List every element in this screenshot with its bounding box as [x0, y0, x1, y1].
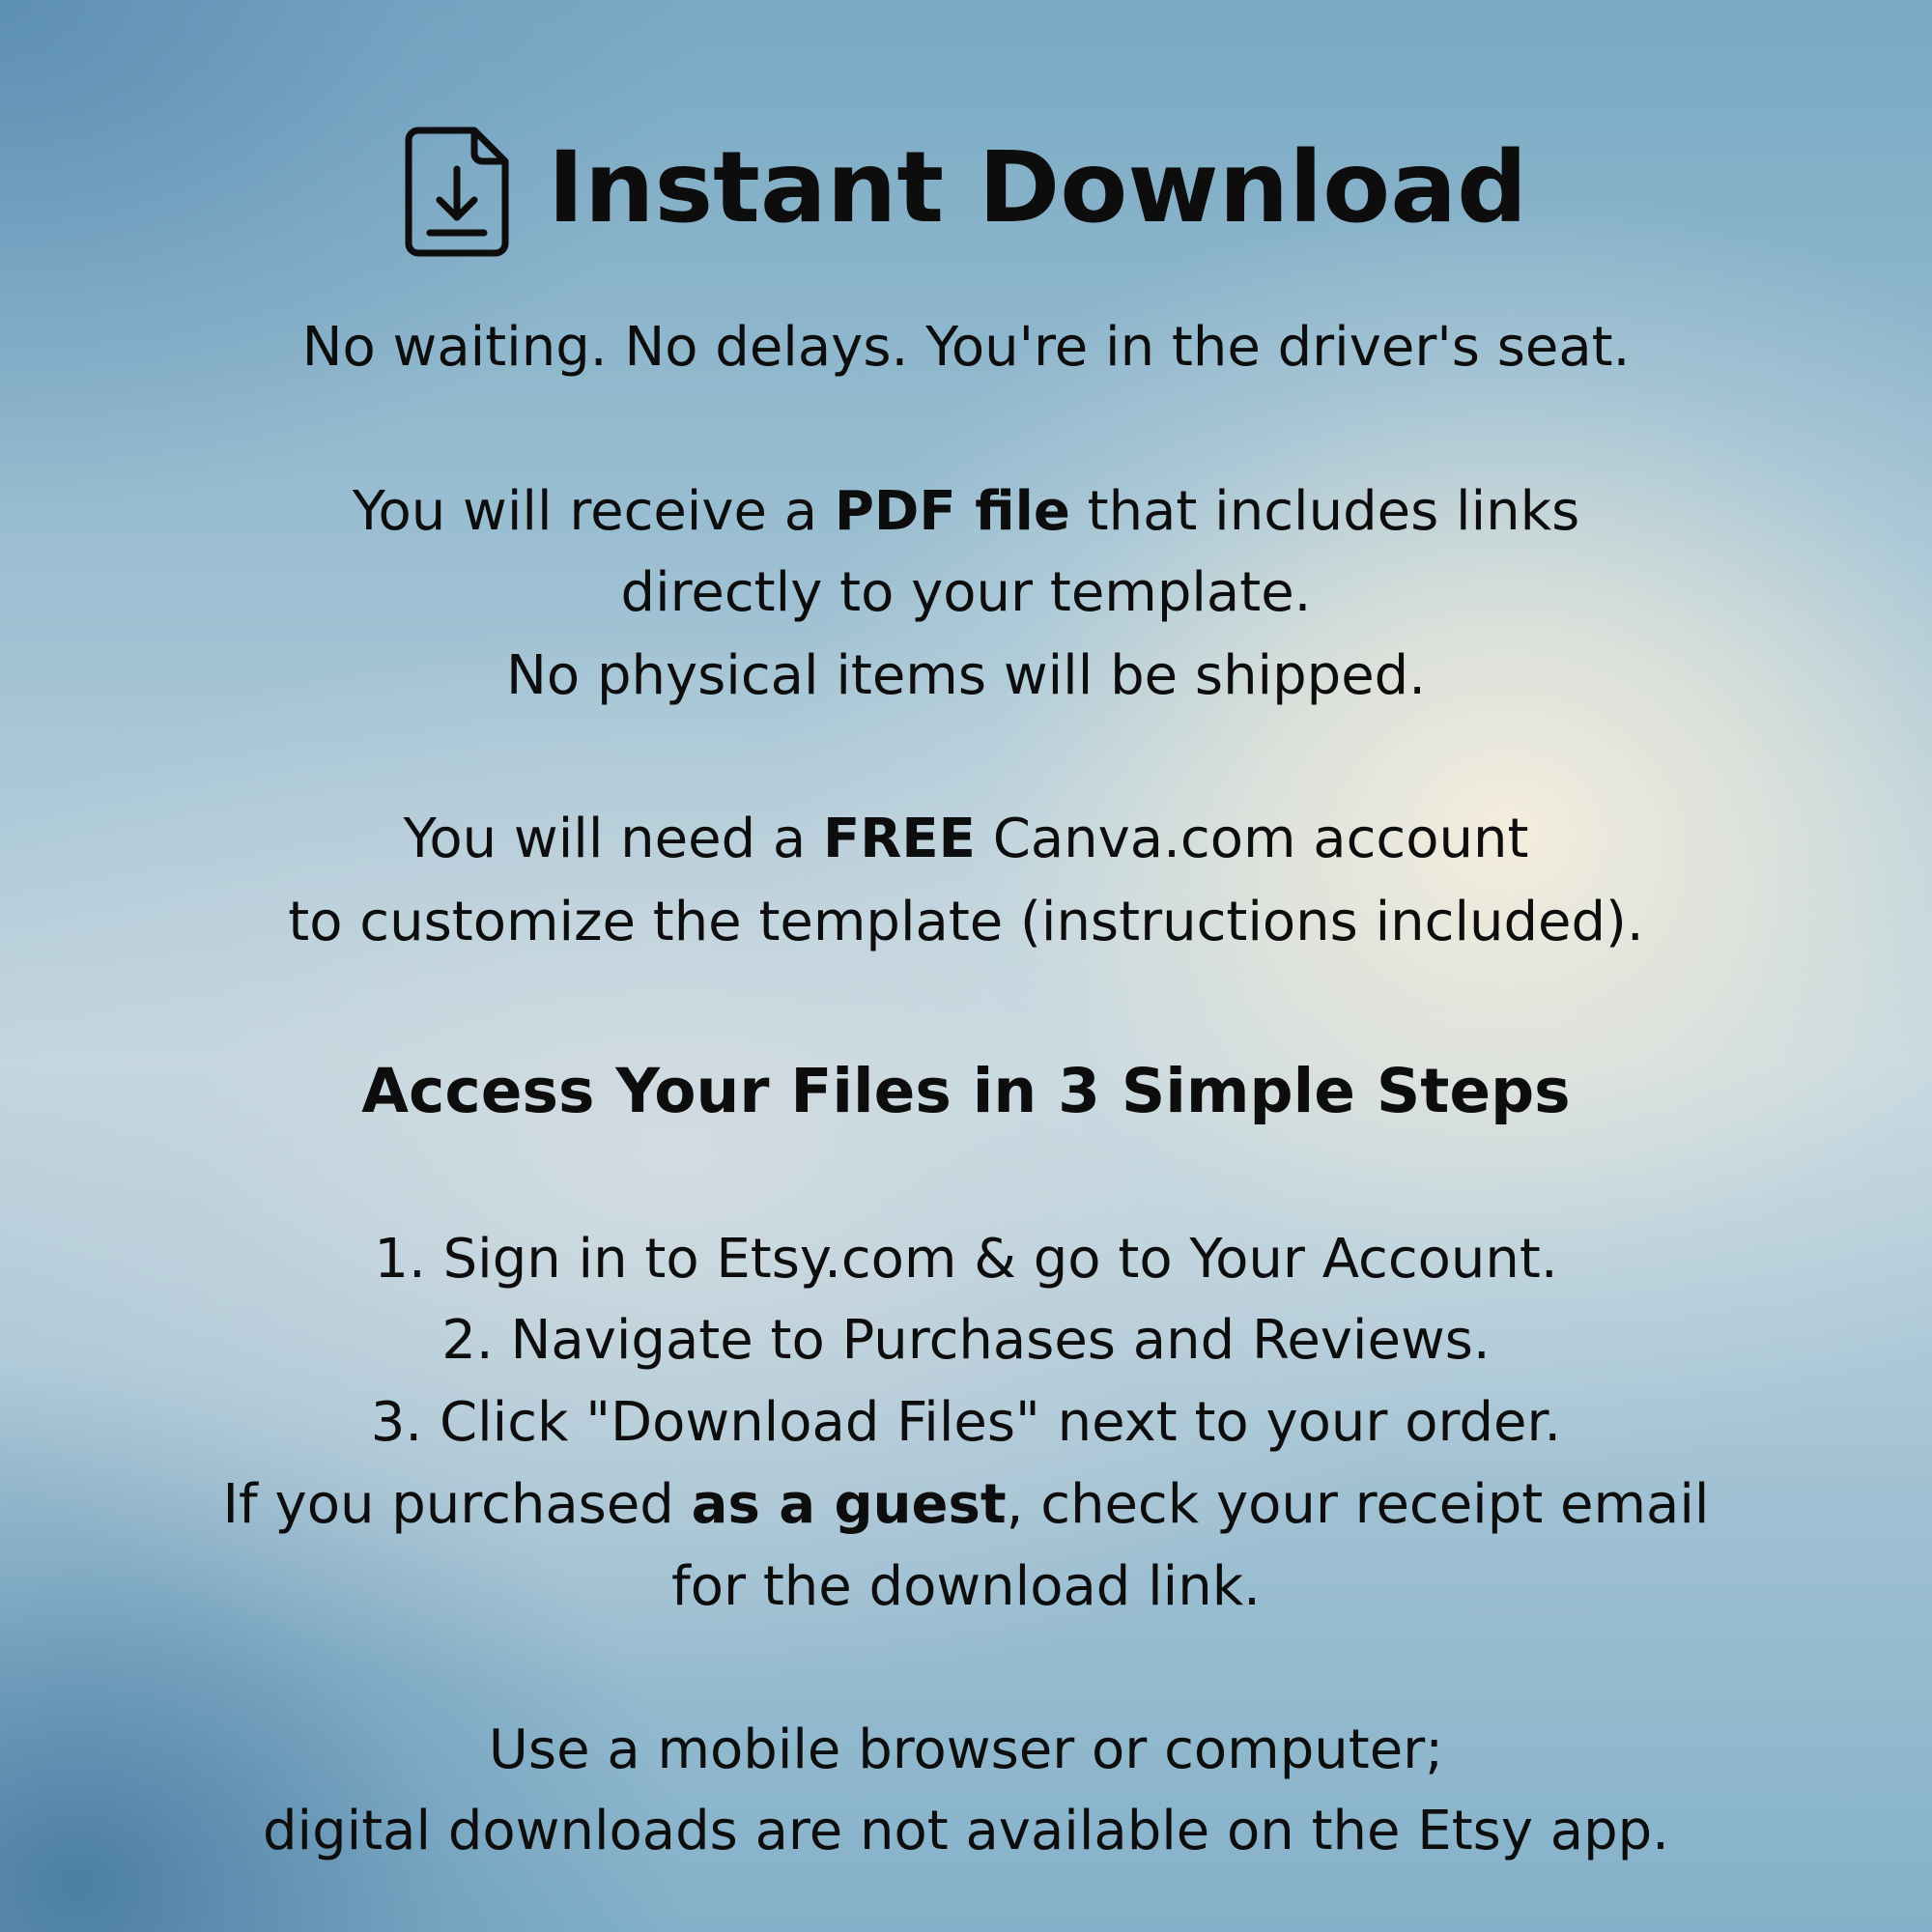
footer-line-2: digital downloads are not available on the Etsy app.: [263, 1800, 1669, 1862]
pdf-info-text: You will receive a: [352, 480, 835, 543]
guest-note-text: , check your receipt email: [1006, 1473, 1710, 1536]
guest-note-line-1: [0, 1473, 1932, 1536]
canva-info-line-1: [0, 808, 1932, 870]
pdf-info-line-1: [0, 480, 1932, 543]
pdf-file-emphasis: PDF file: [834, 480, 1070, 543]
pdf-info-line-3: No physical items will be shipped.: [505, 644, 1427, 707]
free-emphasis: FREE: [823, 808, 976, 870]
header: [0, 124, 1932, 259]
file-download-icon: [405, 127, 509, 257]
page-title: Instant Download: [547, 130, 1528, 245]
canva-info-text: Canva.com account: [975, 808, 1529, 870]
tagline: No waiting. No delays. You're in the driver's seat.: [301, 316, 1631, 379]
step-item: 1. Sign in to Etsy.com & go to Your Account.: [374, 1228, 1558, 1291]
guest-note-text: If you purchased: [222, 1473, 692, 1536]
footer-line-1: Use a mobile browser or computer;: [488, 1719, 1444, 1781]
canva-info-text: You will need a: [403, 808, 824, 870]
step-item: 3. Click "Download Files" next to your order.: [370, 1391, 1562, 1454]
canva-info-line-2: to customize the template (instructions included).: [288, 891, 1644, 953]
pdf-info-text: that includes links: [1069, 480, 1580, 543]
steps-heading: Access Your Files in 3 Simple Steps: [361, 1056, 1571, 1126]
guest-note-line-2: for the download link.: [671, 1555, 1261, 1618]
pdf-info-line-2: directly to your template.: [620, 561, 1312, 624]
step-item: 2. Navigate to Purchases and Reviews.: [441, 1309, 1491, 1372]
guest-emphasis: as a guest: [691, 1473, 1007, 1536]
